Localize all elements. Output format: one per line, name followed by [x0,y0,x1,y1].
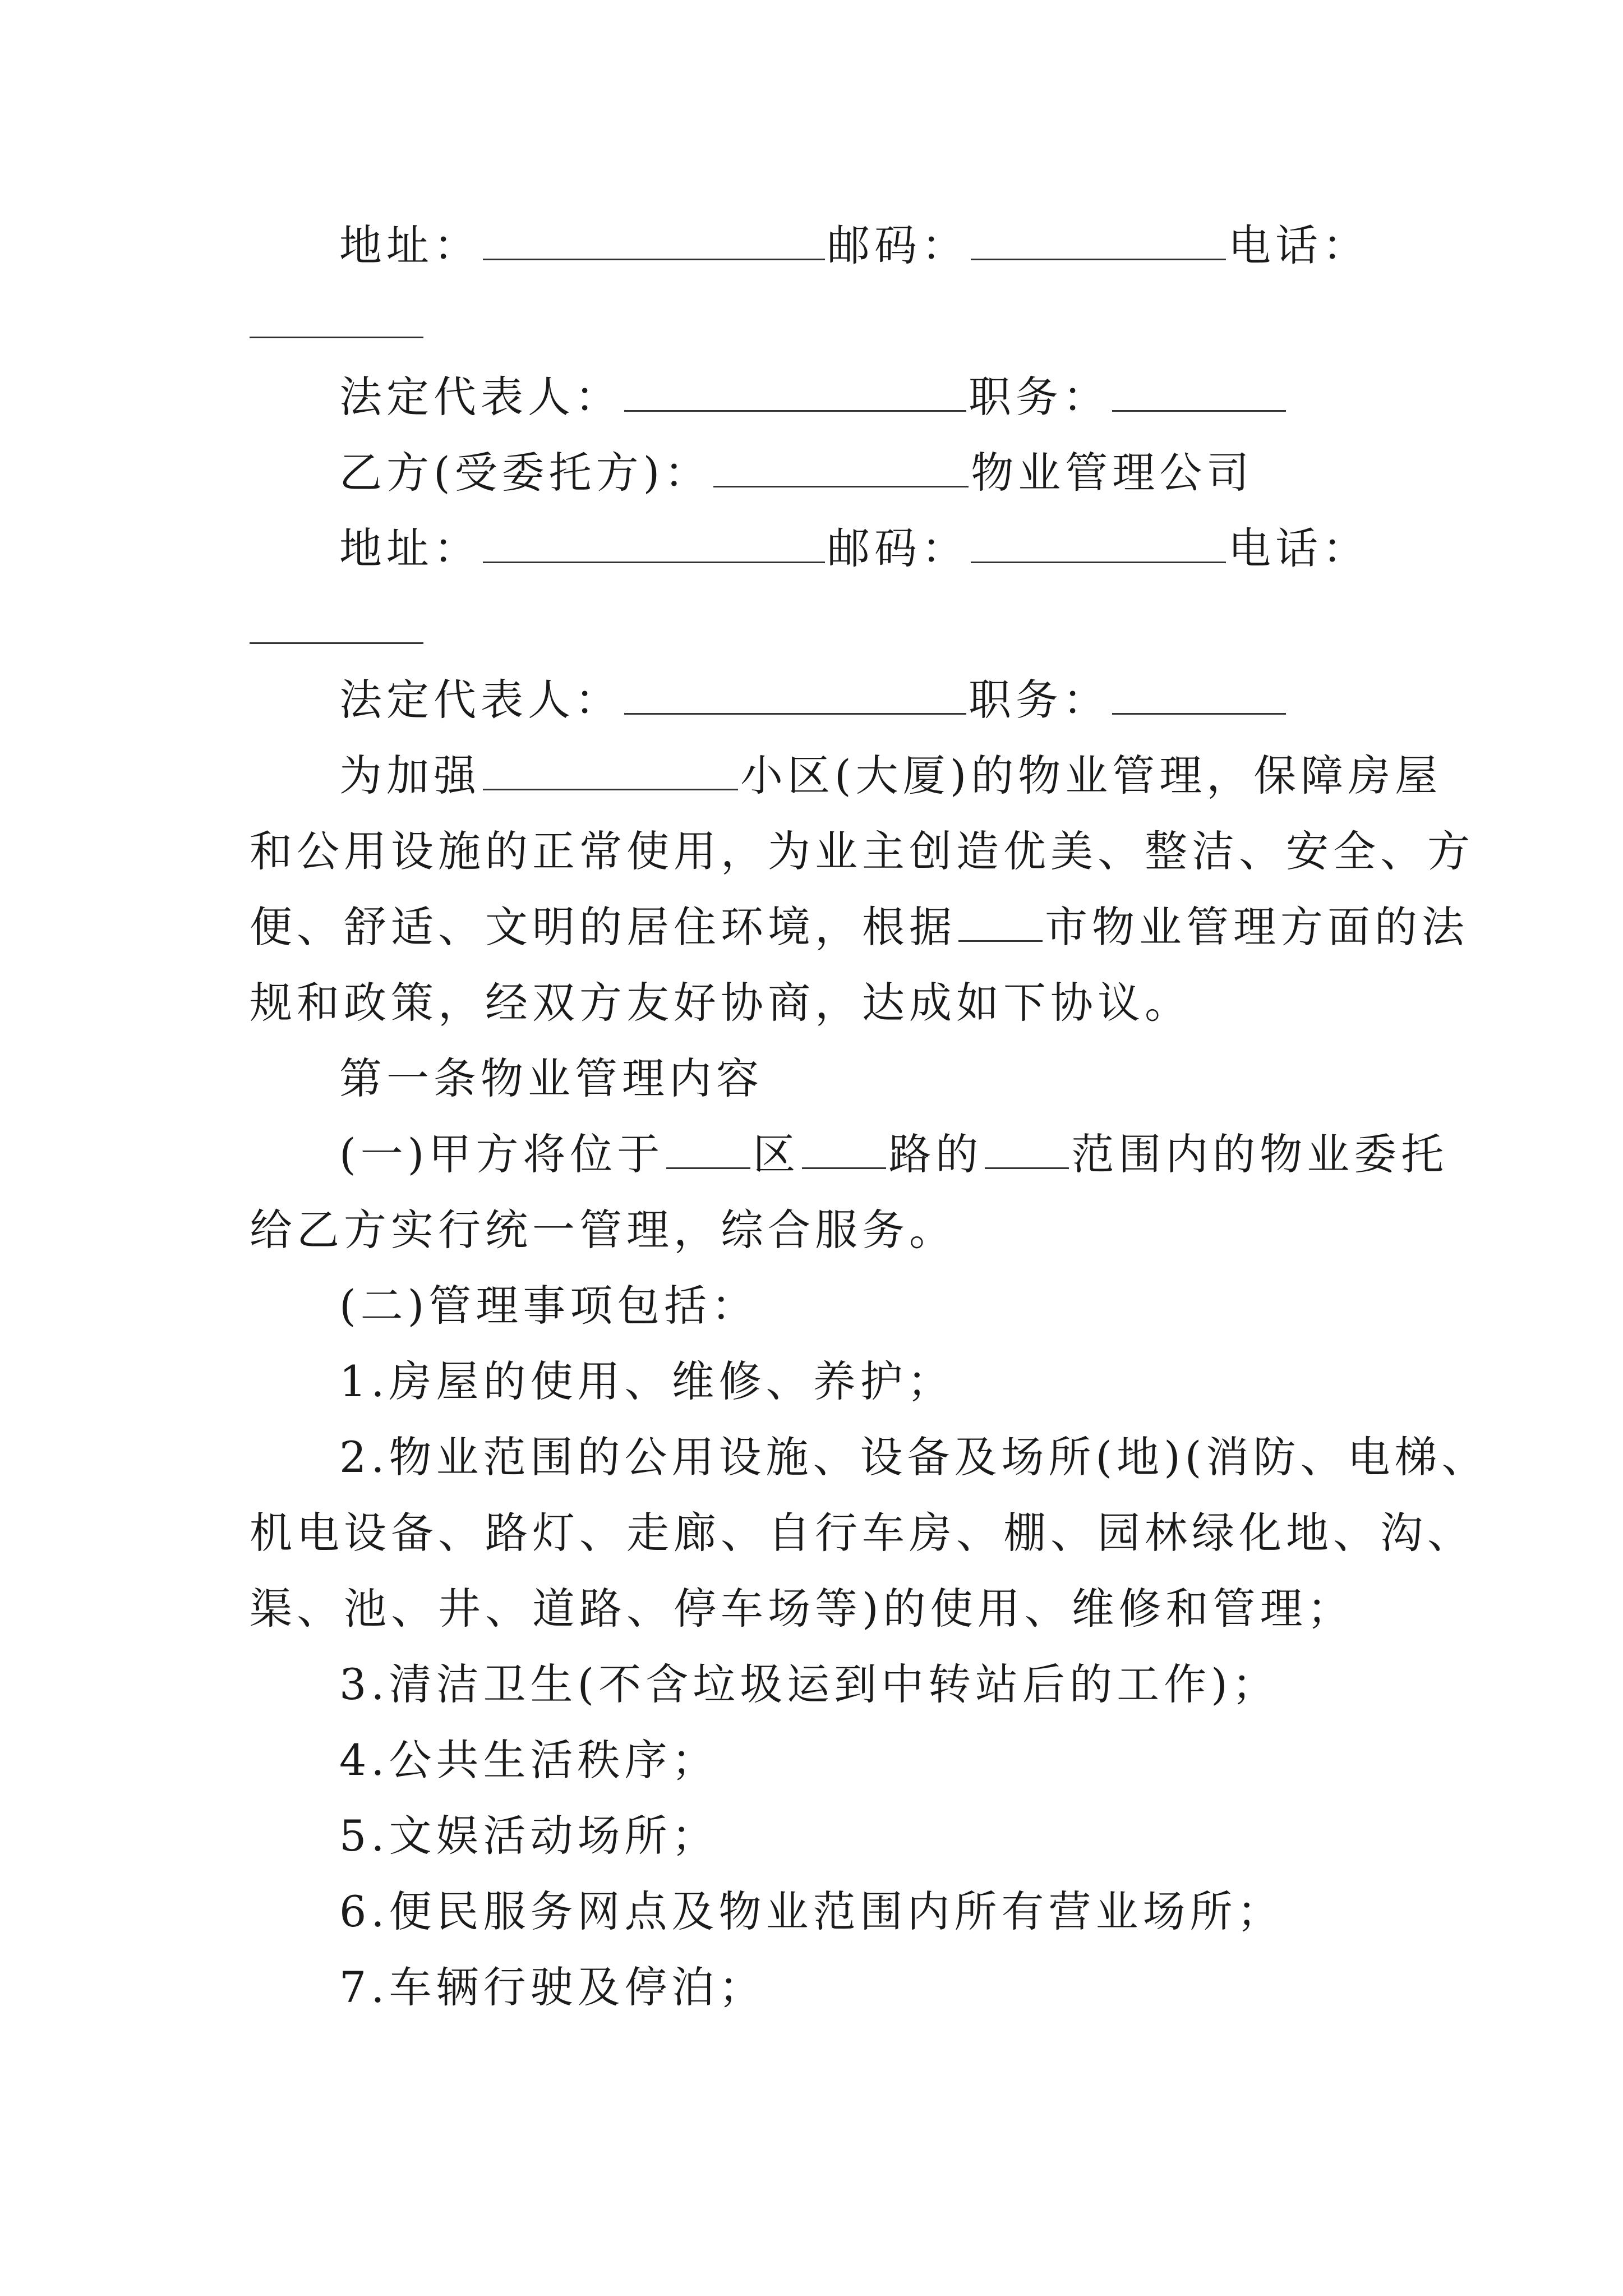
preamble-text: 为加强 [339,751,481,800]
preamble-line-3 [250,900,1469,954]
party-b-legal-rep-row [339,673,1288,727]
party-b-label: 乙方(受委托方)： [339,448,712,498]
district-blank [666,1131,750,1169]
list-item: 5.文娱活动场所； [339,1811,719,1861]
postcode-label: 邮码： [827,523,969,573]
city-blank [958,904,1043,942]
address-label: 地址： [339,523,481,573]
list-item: 6.便民服务网点及物业范围内所有营业场所； [339,1887,1284,1936]
address-blank [483,526,825,563]
article-1-item-1 [339,1128,1448,1181]
item-text: 区 [753,1129,800,1179]
preamble-line-2: 和公用设施的正常使用，为业主创造优美、整洁、安全、方 [250,826,1474,876]
address-blank [483,223,825,260]
company-blank [713,450,969,487]
postcode-blank [971,223,1226,260]
phone-label: 电话： [1228,523,1370,573]
article-1-item-2-heading: (二)管理事项包括： [339,1281,759,1331]
position-label: 职务： [969,675,1110,725]
legal-rep-label: 法定代表人： [339,372,622,422]
legal-rep-blank [624,374,966,412]
list-item: 4.公共生活秩序； [339,1735,719,1785]
address-label: 地址： [339,220,481,270]
list-item: 7.车辆行驶及停泊； [339,1962,766,2012]
scope-blank [985,1131,1069,1169]
list-item-continuation: 机电设备、路灯、走廊、自行车房、棚、园林绿化地、沟、 [250,1508,1474,1558]
list-item: 3.清洁卫生(不含垃圾运到中转站后的工作)； [339,1659,1279,1709]
legal-rep-blank [624,677,966,715]
item-text: 路的 [888,1129,983,1179]
road-blank [802,1131,886,1169]
postcode-label: 邮码： [827,220,969,270]
preamble-line-4: 规和政策，经双方友好协商，达成如下协议。 [250,978,1192,1028]
party-b-address-row [339,522,1370,576]
item-text: (一)甲方将位于 [339,1129,665,1179]
phone-label: 电话： [1228,220,1370,270]
position-blank [1112,374,1286,412]
community-blank [483,753,738,790]
postcode-blank [971,526,1226,563]
item-text: 范围内的物业委托 [1071,1129,1449,1179]
preamble-text: 小区(大厦)的物业管理，保障房屋 [740,751,1442,800]
phone-blank-continuation [250,337,423,338]
party-a-address-row [339,219,1370,273]
preamble-text: 便、舒适、文明的居住环境，根据 [250,902,956,952]
position-blank [1112,677,1286,715]
legal-rep-label: 法定代表人： [339,675,622,725]
position-label: 职务： [969,372,1110,422]
phone-blank-continuation [250,642,423,644]
list-item: 1.房屋的使用、维修、养护； [339,1356,955,1406]
party-a-legal-rep-row [339,370,1288,424]
preamble-line-1 [339,749,1442,803]
list-item-continuation: 渠、池、井、道路、停车场等)的使用、维修和管理； [250,1584,1354,1634]
article-1-item-1-line-2: 给乙方实行统一管理，综合服务。 [250,1205,956,1255]
company-suffix: 物业管理公司 [971,448,1254,498]
preamble-text: 市物业管理方面的法 [1045,902,1469,952]
party-b-title-row [339,446,1253,500]
list-item: 2.物业范围的公用设施、设备及场所(地)(消防、电梯、 [339,1432,1489,1482]
article-1-heading: 第一条物业管理内容 [339,1053,763,1103]
